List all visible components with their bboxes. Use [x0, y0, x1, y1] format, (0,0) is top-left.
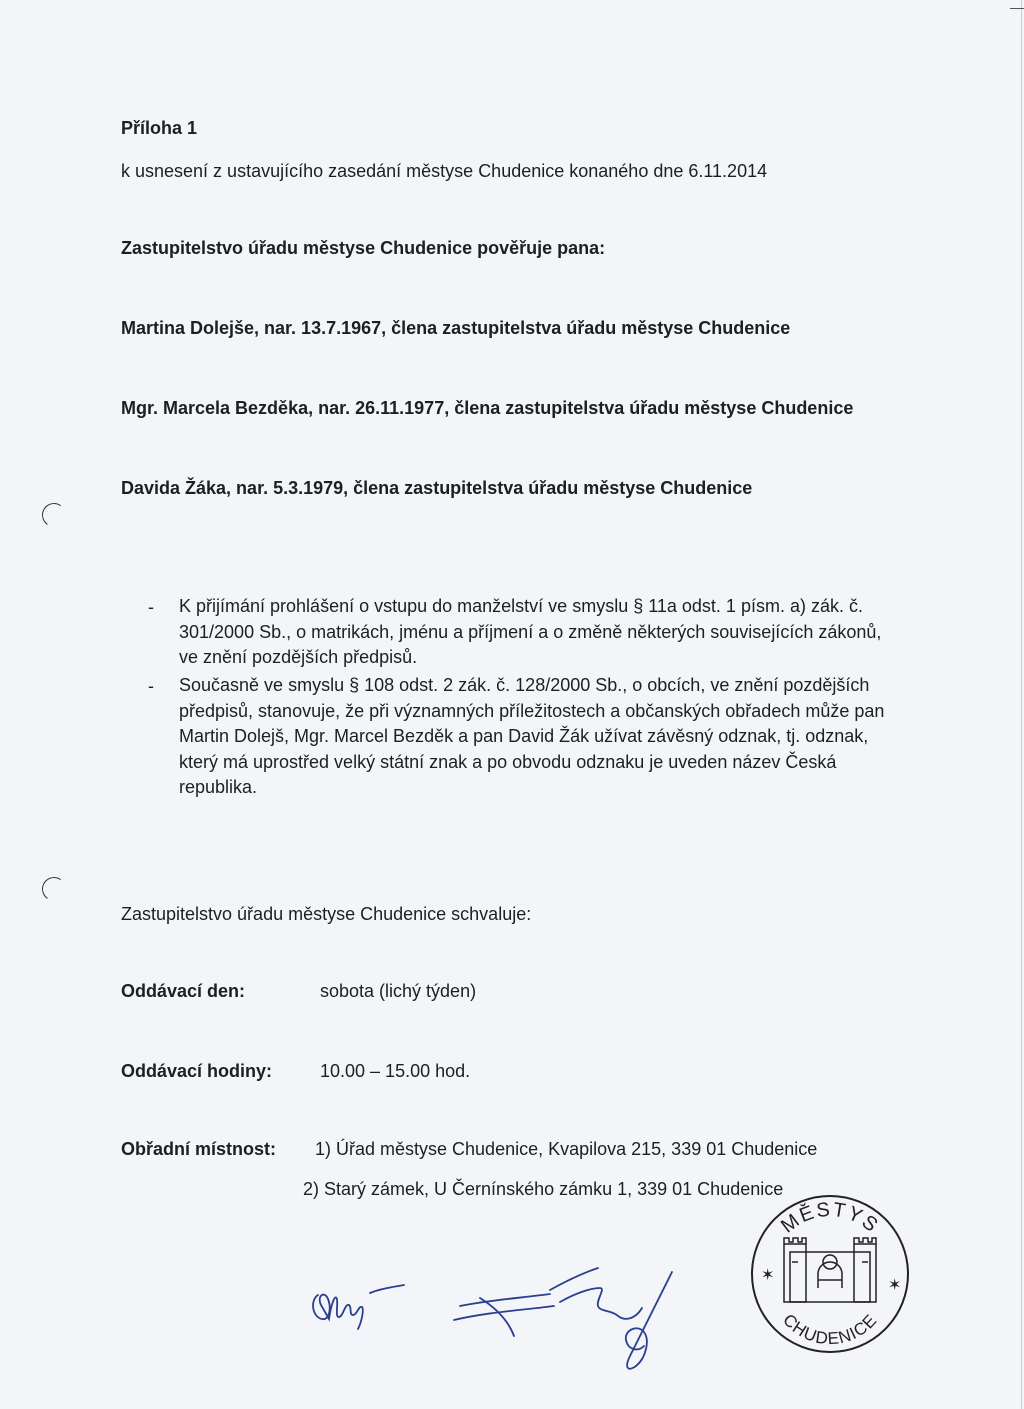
- scan-edge: [1021, 0, 1022, 1409]
- wedding-day-label: Oddávací den:: [121, 981, 246, 1001]
- stamp-top-text: MĚSTYS: [777, 1198, 884, 1238]
- annex-title: Příloha 1: [121, 118, 198, 138]
- member-bezdek: Mgr. Marcela Bezděka, nar. 26.11.1977, člena zastupitelstva úřadu městyse Chudenice: [121, 398, 854, 418]
- signature-mayor: [300, 1265, 420, 1345]
- signature-deputy: [440, 1262, 690, 1372]
- approval-intro: Zastupitelstvo úřadu městyse Chudenice schvaluje:: [121, 904, 532, 924]
- ceremony-room-1: 1) Úřad městyse Chudenice, Kvapilova 215, 339 01 Chudenice: [315, 1139, 818, 1159]
- bullet-dash: -: [148, 676, 154, 696]
- castle-crest-icon: [784, 1238, 876, 1302]
- member-zak: Davida Žáka, nar. 5.3.1979, člena zastupitelstva úřadu městyse Chudenice: [121, 478, 753, 498]
- wedding-day-value: sobota (lichý týden): [320, 981, 477, 1001]
- punch-hole-top: [40, 501, 68, 529]
- authorization-intro: Zastupitelstvo úřadu městyse Chudenice pověřuje pana:: [121, 238, 606, 258]
- ceremony-room-2: 2) Starý zámek, U Černínského zámku 1, 339 01 Chudenice: [303, 1179, 784, 1199]
- ceremony-room-label: Obřadní místnost:: [121, 1139, 277, 1159]
- stamp-bottom-text: CHUDENICE: [779, 1310, 881, 1349]
- municipal-stamp: [748, 1192, 912, 1356]
- svg-text:✶: ✶: [888, 1275, 902, 1294]
- member-dolejs: Martina Dolejše, nar. 13.7.1967, člena zastupitelstva úřadu městyse Chudenice: [121, 318, 791, 338]
- svg-text:✶: ✶: [761, 1265, 775, 1284]
- punch-hole-bottom: [40, 875, 68, 903]
- wedding-hours-label: Oddávací hodiny:: [121, 1061, 273, 1081]
- wedding-hours-value: 10.00 – 15.00 hod.: [320, 1061, 471, 1081]
- bullet-marriage-declarations: K přijímání prohlášení o vstupu do manželství ve smyslu § 11a odst. 1 písm. a) zák. č. 301/2000 Sb., o matrikách, jménu a příjmení a o změně některých souvisejících zákonů, ve znění pozdějších předpisů.: [179, 596, 882, 667]
- bullet-dash: -: [148, 597, 154, 617]
- resolution-reference: k usnesení z ustavujícího zasedání městyse Chudenice konaného dne 6.11.2014: [121, 161, 768, 181]
- scan-edge-mark: [1010, 8, 1024, 9]
- bullet-badge-usage: Současně ve smyslu § 108 odst. 2 zák. č. 128/2000 Sb., o obcích, ve znění pozdějších předpisů, stanovuje, že při významných příležitostech a občanských obřadech může pan Martin Dolejš, Mgr. Marcel Bezděk a pan David Žák užívat závěsný odznak, tj. odznak, který má uprostřed velký státní znak a po obvodu odznaku je uveden název Česká republika.: [179, 675, 885, 797]
